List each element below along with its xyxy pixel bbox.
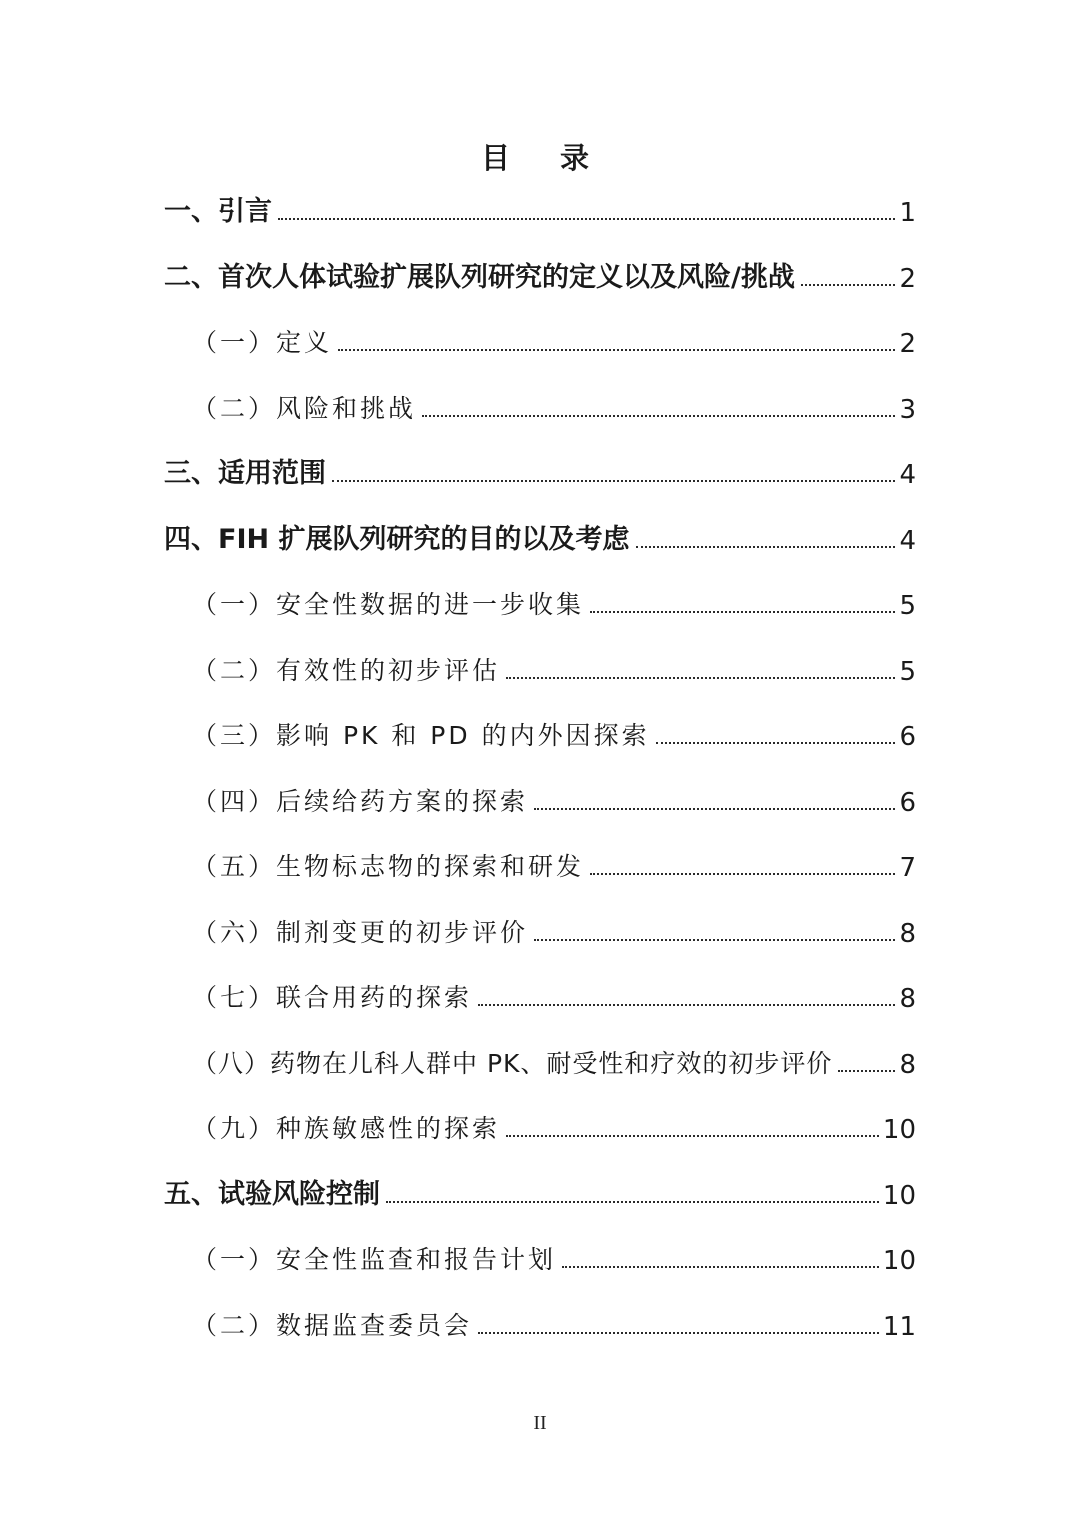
toc-entry-label: （八）药物在儿科人群中 PK、耐受性和疗效的初步评价 (192, 1049, 833, 1078)
toc-entry-label: （二）有效性的初步评估 (192, 656, 501, 685)
dot-leader (636, 546, 896, 548)
dot-leader (656, 742, 896, 744)
dot-leader (338, 349, 895, 351)
toc-entry-page: 6 (899, 788, 916, 818)
toc-entry[interactable] (192, 1040, 916, 1086)
toc-entry[interactable] (192, 974, 916, 1020)
toc-entry-page: 5 (899, 657, 916, 687)
toc-entry[interactable] (192, 319, 916, 365)
toc-entry-label: （九）种族敏感性的探索 (192, 1114, 501, 1143)
dot-leader (838, 1070, 895, 1072)
toc-entry-page: 4 (899, 460, 916, 490)
toc-entry-label: （一）定义 (192, 328, 333, 357)
toc-entry[interactable] (192, 1236, 916, 1282)
toc-entry-page: 1 (899, 198, 916, 228)
dot-leader (801, 284, 896, 286)
toc-entry-page: 10 (882, 1246, 916, 1276)
toc-entry-label: 四、FIH 扩展队列研究的目的以及考虑 (164, 524, 630, 555)
toc-entry-label: 三、适用范围 (164, 458, 326, 489)
toc-entry-page: 7 (899, 853, 916, 883)
toc-entry[interactable] (192, 1105, 916, 1151)
toc-entry-label: 一、引言 (164, 196, 272, 227)
toc-entry[interactable] (164, 516, 916, 562)
toc-entry[interactable] (192, 909, 916, 955)
dot-leader (534, 808, 895, 810)
toc-entry-page: 8 (899, 984, 916, 1014)
toc-entry-label: 二、首次人体试验扩展队列研究的定义以及风险/挑战 (164, 262, 795, 293)
toc-entry-label: （一）安全性数据的进一步收集 (192, 590, 585, 619)
toc-entry-page: 11 (882, 1312, 916, 1342)
toc-entry[interactable] (164, 1171, 916, 1217)
toc-entry[interactable] (192, 778, 916, 824)
dot-leader (590, 873, 895, 875)
toc-entry-label: （五）生物标志物的探索和研发 (192, 852, 585, 881)
toc-entry[interactable] (192, 581, 916, 627)
toc-entry[interactable] (164, 450, 916, 496)
toc-entry-label: （二）数据监查委员会 (192, 1311, 473, 1340)
toc-entry[interactable] (192, 843, 916, 889)
dot-leader (506, 1135, 879, 1137)
dot-leader (562, 1266, 879, 1268)
toc-entry[interactable] (192, 385, 916, 431)
toc-entry-page: 2 (899, 264, 916, 294)
toc-entry-label: （二）风险和挑战 (192, 394, 417, 423)
toc-entry[interactable] (192, 647, 916, 693)
toc-entry-label: （一）安全性监查和报告计划 (192, 1245, 557, 1274)
dot-leader (506, 677, 895, 679)
toc-entry-page: 8 (899, 919, 916, 949)
toc-entry-label: （六）制剂变更的初步评价 (192, 918, 529, 947)
dot-leader (534, 939, 895, 941)
toc-entry[interactable] (164, 188, 916, 234)
dot-leader (478, 1332, 879, 1334)
toc-entry[interactable] (192, 712, 916, 758)
toc-entry[interactable] (192, 1302, 916, 1348)
toc-entry[interactable] (164, 254, 916, 300)
dot-leader (590, 611, 895, 613)
toc-entry-page: 6 (899, 722, 916, 752)
dot-leader (278, 218, 895, 220)
toc-entry-page: 10 (882, 1115, 916, 1145)
toc-entry-page: 2 (899, 329, 916, 359)
dot-leader (386, 1201, 879, 1203)
toc-entry-label: （七）联合用药的探索 (192, 983, 473, 1012)
toc-entry-label: （四）后续给药方案的探索 (192, 787, 529, 816)
toc-entry-page: 8 (899, 1050, 916, 1080)
toc-entry-page: 4 (899, 526, 916, 556)
toc-title: 目 录 (480, 141, 610, 175)
toc-entry-page: 10 (882, 1181, 916, 1211)
dot-leader (332, 480, 895, 482)
dot-leader (422, 415, 895, 417)
dot-leader (478, 1004, 895, 1006)
footer-page-number: II (533, 1412, 547, 1434)
toc-entry-label: 五、试验风险控制 (164, 1179, 380, 1210)
toc-entry-label: （三）影响 PK 和 PD 的内外因探索 (192, 721, 650, 750)
toc-entry-page: 5 (899, 591, 916, 621)
toc-entry-page: 3 (899, 395, 916, 425)
